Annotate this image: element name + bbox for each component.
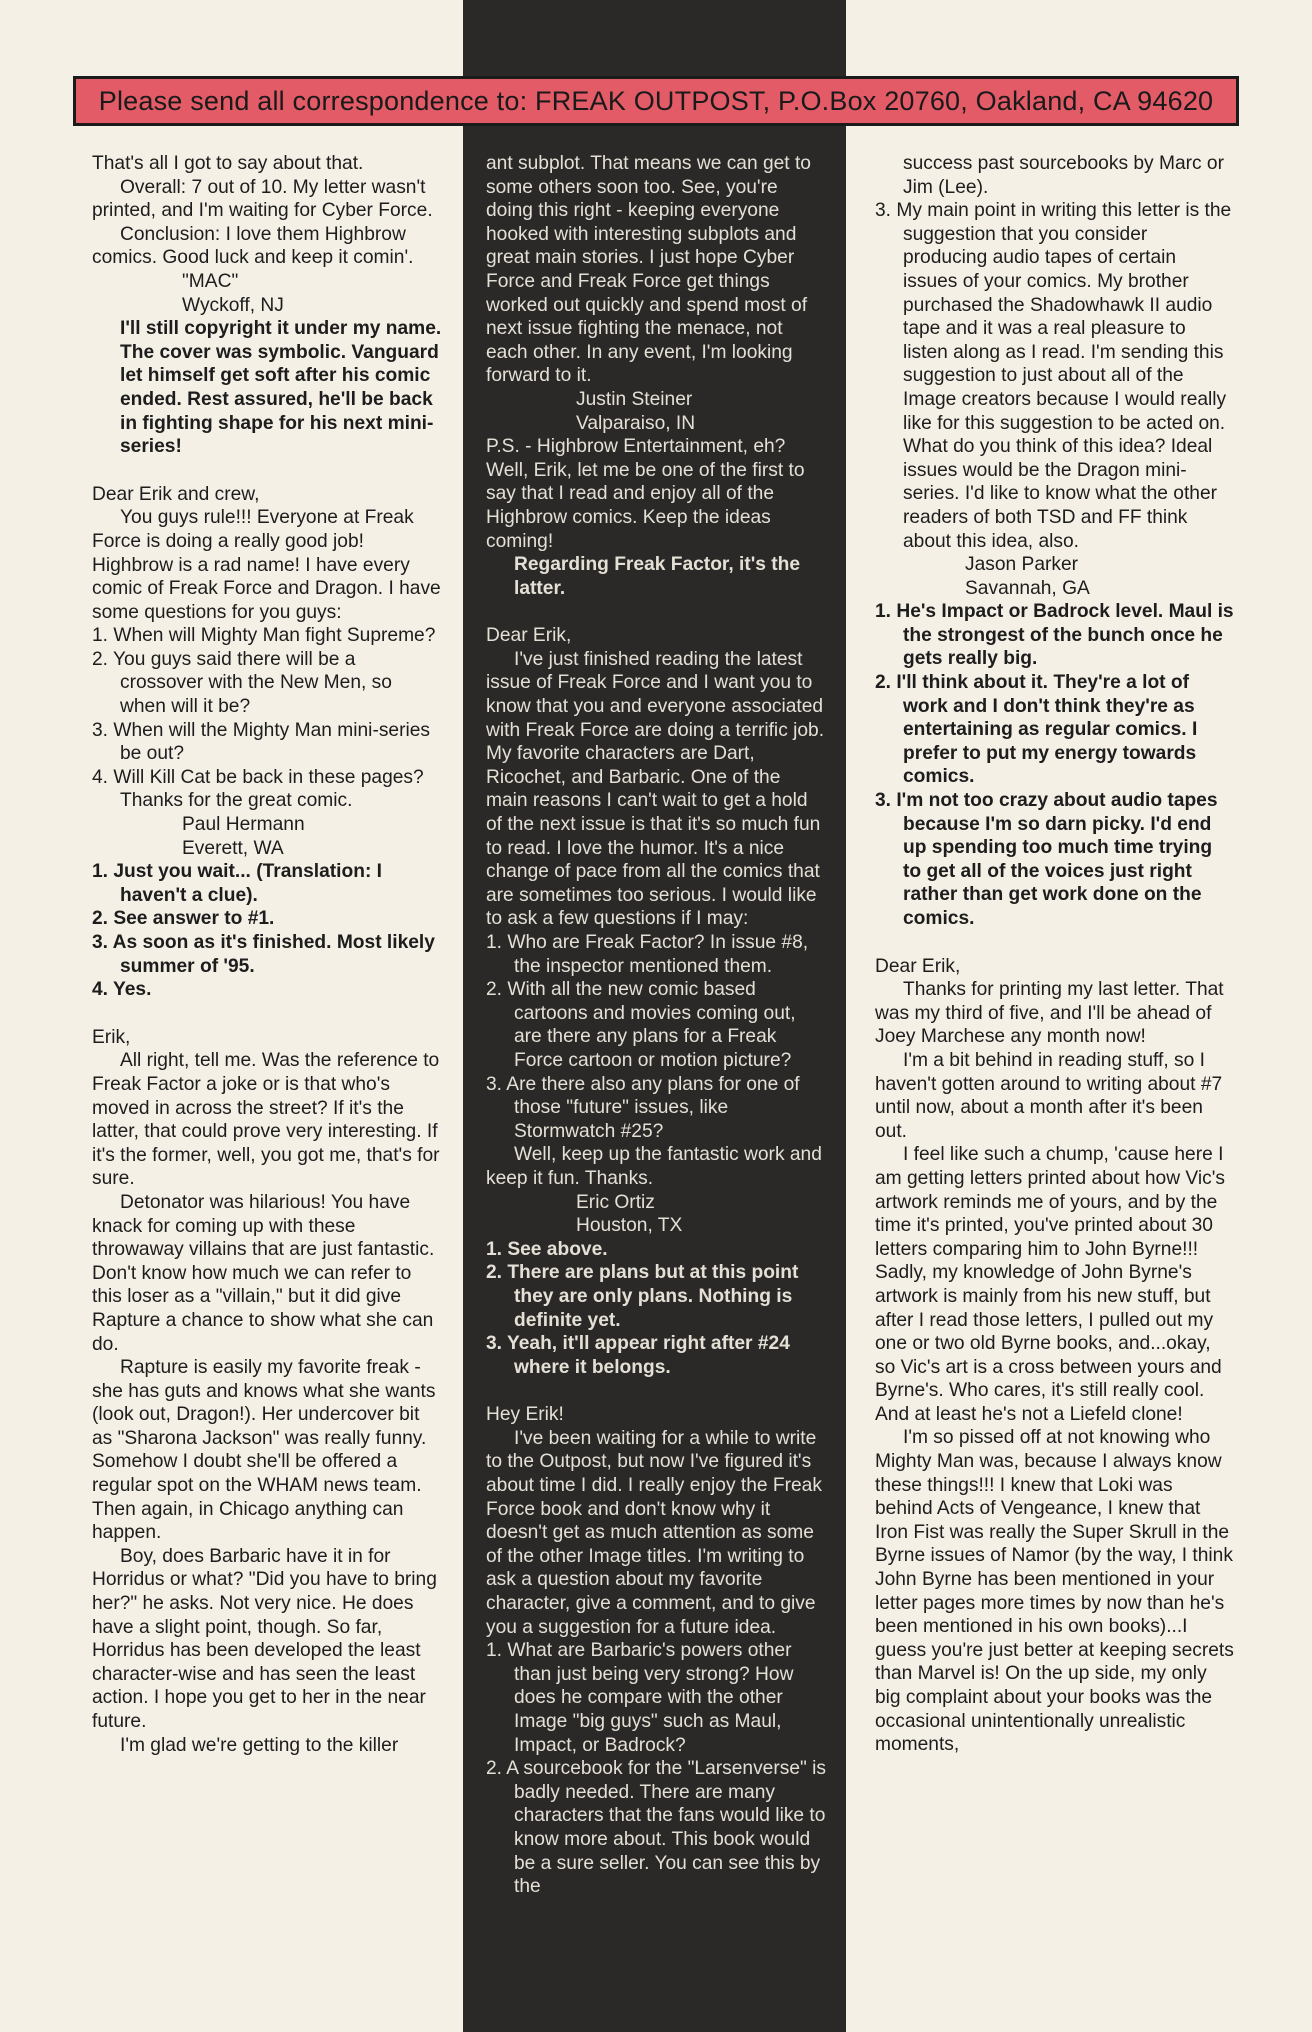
letter-question: 3. My main point in writing this letter is the suggestion that you consider producing audio tapes of certain issues of your comics. My brother purchased the Shadowhawk II audio tape and it was a real pleasure to listen along as I read. I'm sending this suggestion to just about all of the Image creators because I would really like for this suggestion to be acted on. What do you think of this idea? Ideal issues would be the Dragon mini-series. I'd like to know what the other readers of both TSD and FF think about this idea, also. [875, 200, 1232, 552]
letter-text: Conclusion: I love them Highbrow comics. Good luck and keep it comin'. [92, 223, 414, 269]
letter-text: ant subplot. That means we can get to some others soon too. See, you're doing this right - keeping everyone hooked with interesting subplots and great main stories. I just hope Cyber Force and Freak Force get things worked out quickly and spend most of next issue fighting the menace, not each other. In any event, I'm looking forward to it. [486, 153, 811, 387]
editor-answer: 2. See answer to #1. [92, 908, 275, 930]
letter-salutation: Erik, [92, 1026, 131, 1048]
letter-text: I'm a bit behind in reading stuff, so I haven't gotten around to writing about #7 until now, about a month after it's been out. [875, 1049, 1223, 1142]
letter-text: success past sourcebooks by Marc or Jim (Lee). [903, 153, 1224, 198]
letter-question: 3. When will the Mighty Man mini-series be out? [92, 719, 431, 765]
letter-question: 1. When will Mighty Man fight Supreme? [92, 625, 436, 647]
editor-answer: 1. Just you wait... (Translation: I haven't a clue). [92, 861, 382, 906]
letter-text: Rapture is easily my favorite freak - she has guts and knows what she wants (look out, Dragon!). Her undercover bit as "Sharona Jackson" was really funny. Somehow I doubt she'll be offered a regular spot on the WHAM news team. Then again, in Chicago anything can happen. [92, 1357, 436, 1544]
letter-text: You guys rule!!! Everyone at Freak Force is doing a really good job! Highbrow is a rad name! I have every comic of Freak Force and Dragon. I have some questions for you guys: [92, 507, 441, 623]
letter-question: 2. A sourcebook for the "Larsenverse" is badly needed. There are many characters that the fans would like to know more about. This book would be a sure seller. You can see this by the [486, 1758, 826, 1898]
correspondence-banner [73, 76, 1239, 126]
correspondence-address: Please send all correspondence to: FREAK OUTPOST, P.O.Box 20760, Oakland, CA 94620 [98, 85, 1214, 116]
letter-text: I've been waiting for a while to write to the Outpost, but now I've figured it's about time I did. I really enjoy the Freak Force book and don't know why it doesn't get as much attention as some of the other Image titles. I'm writing to ask a question about my favorite character, give a comment, and to give you a suggestion for a future idea. [486, 1427, 822, 1638]
right-column [875, 152, 1235, 2022]
letter-signature-name: "MAC" [182, 270, 239, 292]
letter-signature-name: Eric Ortiz [576, 1191, 655, 1213]
letter-text: Well, keep up the fantastic work and keep it fun. Thanks. [486, 1144, 822, 1189]
letter-text: I'm so pissed off at not knowing who Mighty Man was, because I always know these things!!! I knew that Loki was behind Acts of Vengeance, I knew that Iron Fist was really the Super Skrull in the Byrne issues of Namor (by the way, I think John Byrne has been mentioned in your letter pages more times by now than he's been mentioned in his own books)...I guess you're just better at keeping secrets than Marvel is! On the up side, my only big complaint about your books was the occasional unintentionally unrealistic moments, [875, 1427, 1234, 1756]
letter-text: That's all I got to say about that. [92, 153, 364, 174]
letter-question: 1. Who are Freak Factor? In issue #8, the inspector mentioned them. [486, 932, 809, 977]
letter-text: Thanks for printing my last letter. That was my third of five, and I'll be ahead of Joey Marchese any month now! [875, 979, 1224, 1048]
letter-salutation: Hey Erik! [486, 1404, 564, 1426]
letter-salutation: Dear Erik, [875, 955, 961, 977]
letter-question: 2. With all the new comic based cartoons and movies coming out, are there any plans for a Freak Force cartoon or motion picture? [486, 979, 796, 1071]
editor-answer: 3. Yeah, it'll appear right after #24 where it belongs. [486, 1333, 790, 1378]
editor-reply: I'll still copyright it under my name. [120, 318, 442, 340]
letter-signature-location: Valparaiso, IN [576, 412, 696, 434]
letter-signature-location: Houston, TX [576, 1215, 683, 1237]
left-column [92, 152, 442, 2022]
letter-text: Boy, does Barbaric have it in for Horridus or what? "Did you have to bring her?" he asks. Not very nice. He does have a slight point, though. So far, Horridus has been developed the least character-wise and has seen the least action. I hope you get to her in the near future. [92, 1545, 437, 1732]
editor-reply: Regarding Freak Factor, it's the latter. [514, 554, 801, 599]
editor-answer: 1. See above. [486, 1238, 608, 1260]
letter-text: I feel like such a chump, 'cause here I am getting letters printed about how Vic's artwork reminds me of yours, and by the time it's printed, you've printed about 30 letters comparing him to John Byrne!!! Sadly, my knowledge of John Byrne's artwork is mainly from his new stuff, but after I read those letters, I pulled out my one or two old Byrne books, and...okay, so Vic's art is a cross between yours and Byrne's. Who cares, it's still really cool. And at least he's not a Liefeld clone! [875, 1144, 1225, 1425]
letter-signature-name: Justin Steiner [576, 388, 693, 410]
letter-salutation: Dear Erik, [486, 625, 572, 647]
editor-answer: 3. As soon as it's finished. Most likely summer of '95. [92, 932, 435, 977]
letter-signature-name: Jason Parker [965, 554, 1079, 576]
letter-text: All right, tell me. Was the reference to Freak Factor a joke or is that who's moved in across the street? If it's the latter, that could prove very interesting. If it's the former, well, you got me, that's for sure. [92, 1050, 440, 1190]
letter-question: 4. Will Kill Cat be back in these pages? [92, 766, 424, 788]
letter-text: Detonator was hilarious! You have knack for coming up with these throwaway villains that are just fantastic. Don't know how much we can refer to this loser as a "villain," but it did give Rapture a chance to show what she can do. [92, 1191, 435, 1355]
editor-answer: 2. There are plans but at this point they are only plans. Nothing is definite yet. [486, 1262, 799, 1331]
letter-text: I'm glad we're getting to the killer [120, 1734, 399, 1756]
editor-answer: 1. He's Impact or Badrock level. Maul is the strongest of the bunch once he gets really big. [875, 601, 1234, 670]
letter-signature-location: Savannah, GA [965, 577, 1090, 599]
letter-text: Overall: 7 out of 10. My letter wasn't printed, and I'm waiting for Cyber Force. [92, 176, 433, 222]
letter-question: 1. What are Barbaric's powers other than just being very strong? How does he compare with the other Image "big guys" such as Maul, Impact, or Badrock? [486, 1640, 794, 1756]
letter-question: 2. You guys said there will be a crossover with the New Men, so when will it be? [92, 648, 392, 718]
editor-reply: The cover was symbolic. Vanguard let himself get soft after his comic ended. Rest assured, he'll be back in fighting shape for his next mini-series! [120, 341, 439, 458]
editor-answer: 2. I'll think about it. They're a lot of work and I don't think they're as entertaining as regular comics. I prefer to put my energy towards comics. [875, 672, 1198, 788]
middle-column [486, 152, 826, 2022]
letter-signature-location: Everett, WA [182, 837, 284, 859]
letter-text: Thanks for the great comic. [120, 790, 353, 812]
letter-text: I've just finished reading the latest issue of Freak Force and I want you to know that you and everyone associated with Freak Force are doing a terrific job. My favorite characters are Dart, Ricochet, and Barbaric. One of the main reasons I can't wait to get a hold of the next issue is that it's so much fun to read. I love the humor. It's a nice change of pace from all the comics that are sometimes too serious. I would like to ask a few questions if I may: [486, 648, 825, 930]
letter-salutation: Dear Erik and crew, [92, 483, 260, 505]
letter-question: 3. Are there also any plans for one of those "future" issues, like Stormwatch #25? [486, 1073, 800, 1142]
editor-answer: 3. I'm not too crazy about audio tapes because I'm so darn picky. I'd end up spending too much time trying to get all of the voices just right rather than get work done on the comics. [875, 790, 1218, 929]
letter-postscript: P.S. - Highbrow Entertainment, eh? Well, Erik, let me be one of the first to say that I read and enjoy all of the Highbrow comics. Keep the ideas coming! [486, 436, 805, 552]
letter-signature-name: Paul Hermann [182, 814, 305, 836]
editor-answer: 4. Yes. [92, 979, 152, 1001]
letter-signature-location: Wyckoff, NJ [182, 294, 284, 316]
